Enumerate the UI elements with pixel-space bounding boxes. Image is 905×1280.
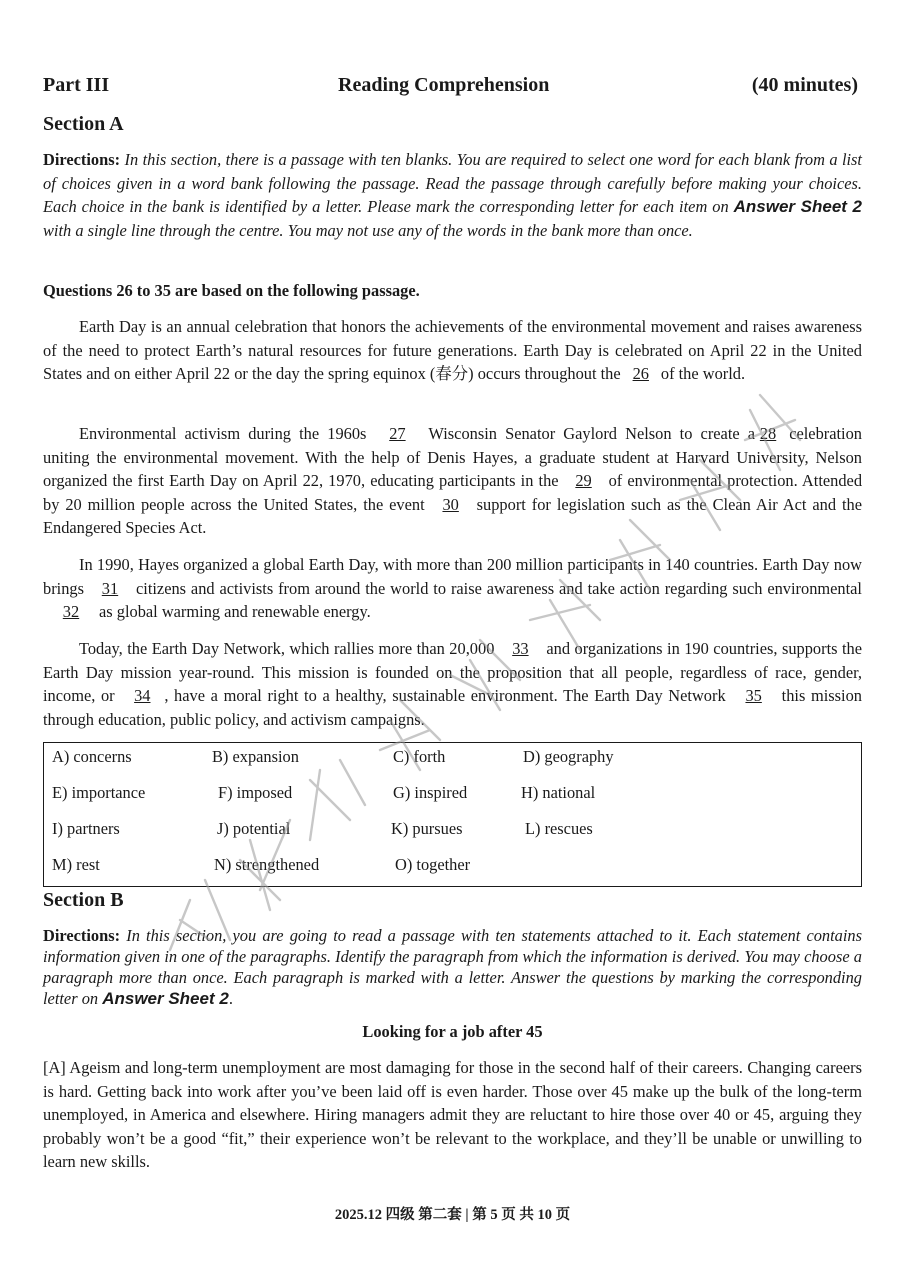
passage-text: as global warming and renewable energy. [99, 602, 371, 622]
passage-text: citizens and activists from around the world to raise awareness and take action regarding such environmental [135, 578, 862, 598]
word-bank-item: J) potential [217, 819, 291, 838]
blank-33: 33 [512, 639, 529, 658]
questions-heading: Questions 26 to 35 are based on the following passage. [43, 281, 420, 300]
blank-28: 28 [759, 424, 777, 443]
page-footer: 2025.12 四级 第二套 | 第 5 页 共 10 页 [334, 1207, 571, 1223]
directions-text-2: with a single line through the centre. You may not use any of the words in the bank more than once. [43, 220, 693, 240]
passage-paragraph-1 [43, 315, 862, 386]
part-label: Part III [43, 74, 110, 96]
blank-30: 30 [442, 494, 459, 514]
word-bank-item: N) strengthened [214, 855, 320, 874]
word-bank-item: G) inspired [393, 783, 468, 802]
blank-29: 29 [575, 471, 592, 491]
section-a-title: Section A [43, 113, 124, 135]
blank-34: 34 [134, 686, 151, 706]
directions-text: In this section, you are going to read a passage with ten statements attached to it. Each statement contains information given in one of the paragraphs. Identify the paragraph from which the information is derived. You may choose a paragraph more than once. Each paragraph is marked with a letter. Answer the questions by marking the corresponding letter on [43, 926, 862, 1008]
section-b-title: Section B [43, 889, 124, 911]
section-a-directions [43, 148, 862, 242]
word-bank-item: C) forth [393, 747, 446, 766]
section-b-directions: Directions: In this section, you are going to read a passage with ten statements attached to it. Each statement contains information given in one of the paragraphs. Identify the paragraph from which the information is derived. You may choose a paragraph more than once. Each paragraph is marked with a letter. Answer the questions by marking the corresponding letter on Answer Sheet 2. [43, 926, 862, 1008]
part-title: Reading Comprehension [338, 74, 550, 96]
word-bank-item: B) expansion [212, 747, 299, 766]
passage-text: this mission through education, public policy, and activism campaigns. [43, 686, 862, 729]
word-bank-item: H) national [521, 783, 596, 802]
paragraph-a: [A] Ageism and long-term unemployment are most damaging for those in the second half of their careers. Changing careers is hard. Getting back into work after you’ve been laid off is even harder. Those over 45 make up the bulk of the long-term unemployed, in America and elsewhere. Hiring managers admit they are reluctant to hire those over 40 or 45, arguing they probably won’t be a good “fit,” their experience won’t be relevant to the workplace, and they’ll be unable or unwilling to learn new skills. [43, 1058, 862, 1172]
passage-title: Looking for a job after 45 [362, 1022, 543, 1041]
blank-35: 35 [745, 686, 762, 706]
blank-31: 31 [101, 578, 119, 598]
passage-text: Today, the Earth Day Network, which rallies more than 20,000 [79, 639, 495, 658]
word-bank-item: L) rescues [525, 819, 593, 838]
blank-32: 32 [62, 602, 80, 622]
answer-sheet-ref: Answer Sheet 2 [102, 989, 229, 1008]
directions-label: Directions: [43, 926, 121, 945]
passage-text: of the world. [660, 364, 746, 384]
passage-text: and organizations in 190 countries, supports the Earth Day mission year-round. This mission is founded on the proposition that all people, regardless of race, gender, income, or [43, 639, 862, 706]
word-bank-item: F) imposed [218, 783, 293, 802]
passage-text: support for legislation such as the Clean Air Act and the Endangered Species Act. [43, 494, 862, 538]
directions-text: In this section, there is a passage with ten blanks. You are required to select one word for each blank from a list of choices given in a word bank following the passage. Read the passage through carefully before making your choices. Each choice in the bank is identified by a letter. Please mark the corresponding letter for each item on [43, 150, 862, 217]
passage-text: Wisconsin Senator Gaylord Nelson to create a [428, 424, 756, 443]
passage-text: Earth Day is an annual celebration that honors the achievements of the environmental movement and raises awareness of the need to protect Earth’s natural resources for future generations. Earth Day is celebrated on April 22 in the United States and on either April 22 or the day the spring equinox (春分) occurs throughout the [43, 317, 862, 384]
word-bank-item: D) geography [523, 747, 614, 766]
passage-text: of environmental protection. Attended by 20 million people across the United States, the event [43, 471, 863, 514]
directions-label: Directions: [43, 150, 121, 169]
word-bank-item: A) concerns [52, 747, 132, 766]
word-bank-item: E) importance [52, 783, 146, 802]
blank-26: 26 [632, 364, 649, 384]
word-bank-item: O) together [395, 855, 471, 874]
passage-text: Environmental activism during the 1960s [79, 424, 367, 443]
passage-paragraph-4 [43, 637, 862, 731]
word-bank-item: K) pursues [391, 819, 463, 838]
answer-sheet-ref: Answer Sheet 2 [733, 197, 862, 217]
passage-text: , have a moral right to a healthy, sustainable environment. The Earth Day Network [164, 686, 726, 706]
time-limit: (40 minutes) [751, 74, 858, 96]
passage-text: celebration uniting the environmental movement. With the help of Denis Hayes, a graduate student at Harvard University, Nelson organized the first Earth Day on April 22, 1970, educating participants in the [43, 424, 862, 491]
passage-paragraph-2 [43, 422, 862, 540]
passage-text: In 1990, Hayes organized a global Earth Day, with more than 200 million participants in 140 countries. Earth Day now brings [43, 555, 862, 598]
passage-paragraph-3 [43, 553, 862, 624]
part-header [43, 74, 862, 102]
word-bank-item: I) partners [52, 819, 120, 838]
blank-27: 27 [389, 424, 406, 443]
word-bank [43, 742, 862, 887]
word-bank-item: M) rest [52, 855, 100, 874]
